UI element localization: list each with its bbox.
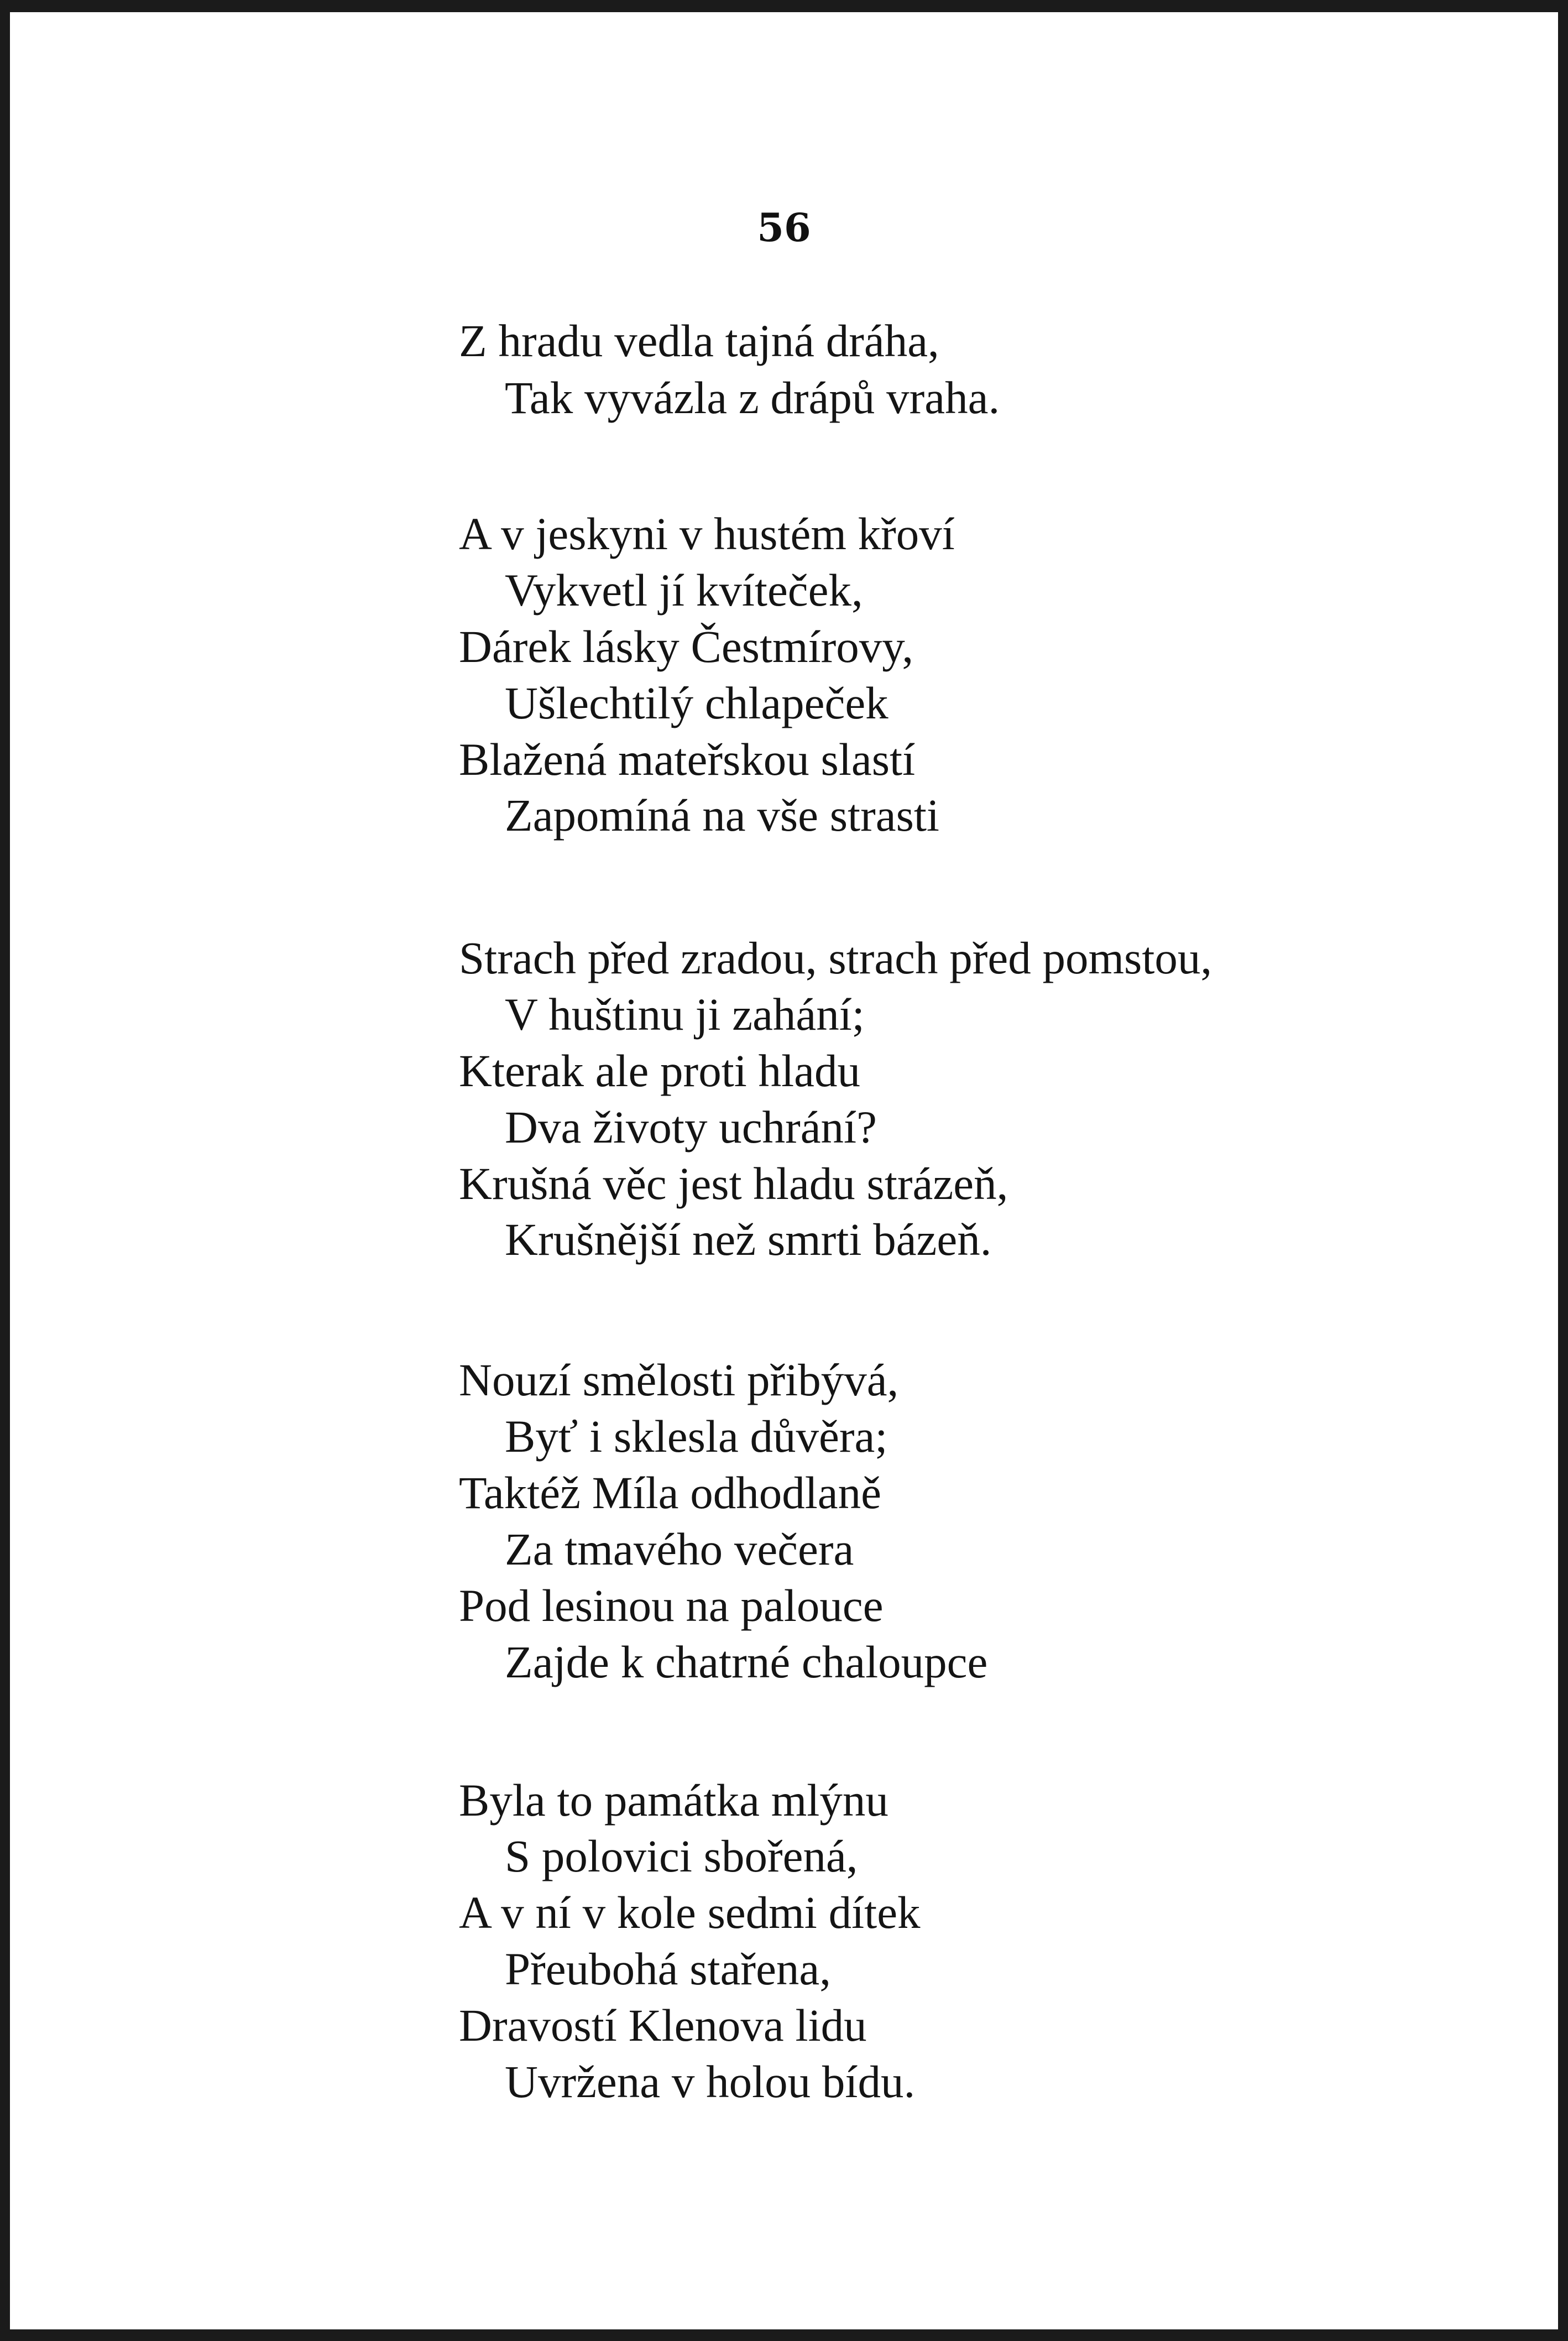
verse-line: Vykvetl jí kvíteček, [505,565,863,616]
verse-line: Taktéž Míla odhodlaně [459,1467,881,1518]
verse-line: Zapomíná na vše strasti [505,790,939,841]
verse-line: Tak vyvázla z drápů vraha. [505,372,1000,423]
verse-line: Ušlechtilý chlapeček [505,677,888,728]
verse-line: Uvržena v holou bídu. [505,2056,916,2107]
verse-line: Byť i sklesla důvěra; [505,1411,888,1462]
page-number: 56 [757,205,811,251]
verse-line: S polovici sbořená, [505,1831,858,1881]
poem-text [10,12,1558,2329]
verse-line: Dravostí Klenova lidu [459,2000,867,2051]
verse-line: A v jeskyni v hustém křoví [459,508,955,559]
verse-line: Přeubohá stařena, [505,1943,831,1994]
verse-line: Nouzí smělosti přibývá, [459,1354,899,1405]
verse-line: V huštinu ji zahání; [505,989,865,1040]
verse-line: Zajde k chatrné chaloupce [505,1636,988,1687]
verse-line: Krušnější než smrti bázeň. [505,1214,992,1265]
verse-line: Blažená mateřskou slastí [459,734,916,785]
verse-line: Dárek lásky Čestmírovy, [459,621,914,672]
verse-line: Byla to památka mlýnu [459,1775,888,1826]
verse-line: Pod lesinou na palouce [459,1580,884,1631]
verse-line: Dva životy uchrání? [505,1102,877,1153]
verse-line: Krušná věc jest hladu strázeň, [459,1158,1008,1209]
verse-line: Za tmavého večera [505,1524,854,1574]
verse-line: A v ní v kole sedmi dítek [459,1887,921,1938]
verse-line: Strach před zradou, strach před pomstou, [459,932,1212,983]
verse-line: Z hradu vedla tajná dráha, [459,315,939,366]
verse-line: Kterak ale proti hladu [459,1045,860,1096]
book-page [10,12,1558,2329]
